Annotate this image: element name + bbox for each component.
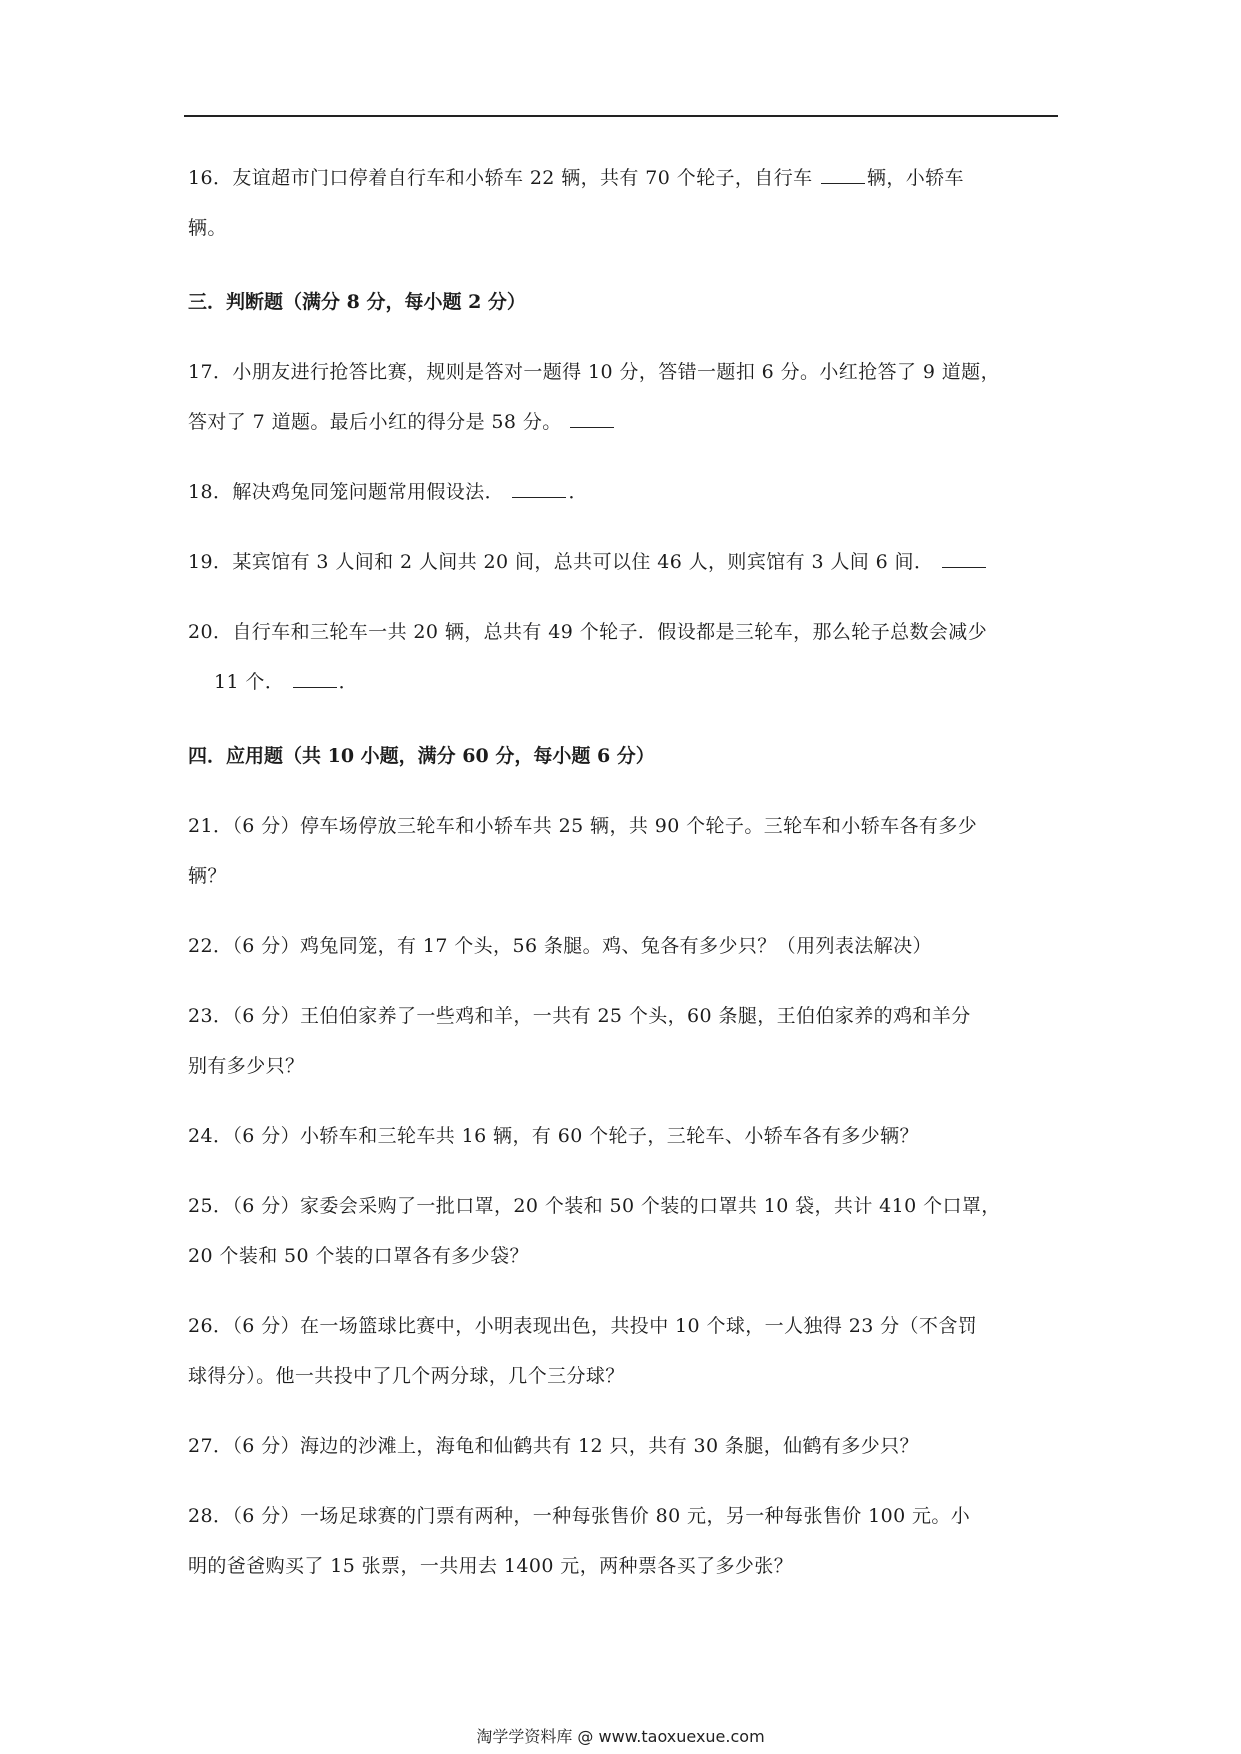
question-18-tail: ． [568,481,588,503]
question-24-text: 24．（6 分）小轿车和三轮车共 16 辆，有 60 个轮子，三轮车、小轿车各有多少辆？ [188,1125,919,1147]
question-20-tail: ． [338,671,359,693]
question-16-text-mid: 辆，小轿车 [866,167,964,189]
exam-content [188,153,1058,1591]
question-20 [188,607,1058,707]
question-19-text: 19．某宾馆有 3 人间和 2 人间共 20 间，总共可以住 46 人，则宾馆有 3 人间 6 间． [188,551,934,573]
answer-blank-19[interactable] [942,551,986,568]
question-25-text: 25．（6 分）家委会采购了一批口罩，20 个装和 50 个装的口罩共 10 袋，共计 410 个口罩， [188,1195,1001,1217]
question-16-text-line2: 辆。 [188,217,227,239]
question-21-text: 21．（6 分）停车场停放三轮车和小轿车共 25 辆，共 90 个轮子。三轮车和小轿车各有多少 [188,815,978,837]
question-25 [188,1181,1058,1281]
question-26 [188,1301,1058,1401]
answer-blank-bicycles[interactable] [821,167,865,184]
footer-watermark: 淘学学资料库 @ www.taoxuexue.com [476,1727,765,1746]
section-3-heading: 三．判断题（满分 8 分，每小题 2 分） [188,291,526,313]
answer-blank-18[interactable] [512,481,566,498]
question-26-text-line2: 球得分）。他一共投中了几个两分球，几个三分球？ [188,1365,625,1387]
question-18 [188,467,1058,517]
question-20-text: 20．自行车和三轮车一共 20 辆，总共有 49 个轮子．假设都是三轮车，那么轮子总数会减少 [188,621,988,643]
question-19 [188,537,1058,587]
question-16-text: 16．友谊超市门口停着自行车和小轿车 22 辆，共有 70 个轮子，自行车 [188,167,813,189]
question-17-text-line2: 答对了 7 道题。最后小红的得分是 58 分。 [188,411,562,433]
question-28 [188,1491,1058,1591]
answer-blank-17[interactable] [570,411,614,428]
answer-blank-20[interactable] [293,671,337,688]
question-18-text: 18．解决鸡兔同笼问题常用假设法． [188,481,504,503]
question-28-text-line2: 明的爸爸购买了 15 张票，一共用去 1400 元，两种票各买了多少张？ [188,1555,794,1577]
question-26-text: 26．（6 分）在一场篮球比赛中，小明表现出色，共投中 10 个球，一人独得 23 分（不含罚 [188,1315,978,1337]
question-25-text-line2: 20 个装和 50 个装的口罩各有多少袋？ [188,1245,529,1267]
question-22 [188,921,1058,971]
question-23 [188,991,1058,1091]
section-4-heading: 四．应用题（共 10 小题，满分 60 分，每小题 6 分） [188,745,655,767]
question-23-text: 23．（6 分）王伯伯家养了一些鸡和羊，一共有 25 个头，60 条腿，王伯伯家养的鸡和羊分 [188,1005,971,1027]
question-17 [188,347,1058,447]
question-22-text: 22．（6 分）鸡兔同笼，有 17 个头，56 条腿。鸡、兔各有多少只？（用列表法解决） [188,935,932,957]
question-20-text-line2: 11 个． [214,671,285,693]
question-27-text: 27．（6 分）海边的沙滩上，海龟和仙鹤共有 12 只，共有 30 条腿，仙鹤有多少只？ [188,1435,919,1457]
question-23-text-line2: 别有多少只？ [188,1055,305,1077]
question-24 [188,1111,1058,1161]
question-16 [188,153,1058,253]
question-21 [188,801,1058,901]
question-27 [188,1421,1058,1471]
question-28-text: 28．（6 分）一场足球赛的门票有两种，一种每张售价 80 元，另一种每张售价 100 元。小 [188,1505,971,1527]
question-21-text-line2: 辆？ [188,865,227,887]
header-rule [184,115,1058,117]
question-17-text: 17．小朋友进行抢答比赛，规则是答对一题得 10 分，答错一题扣 6 分。小红抢答了 9 道题， [188,361,1000,383]
